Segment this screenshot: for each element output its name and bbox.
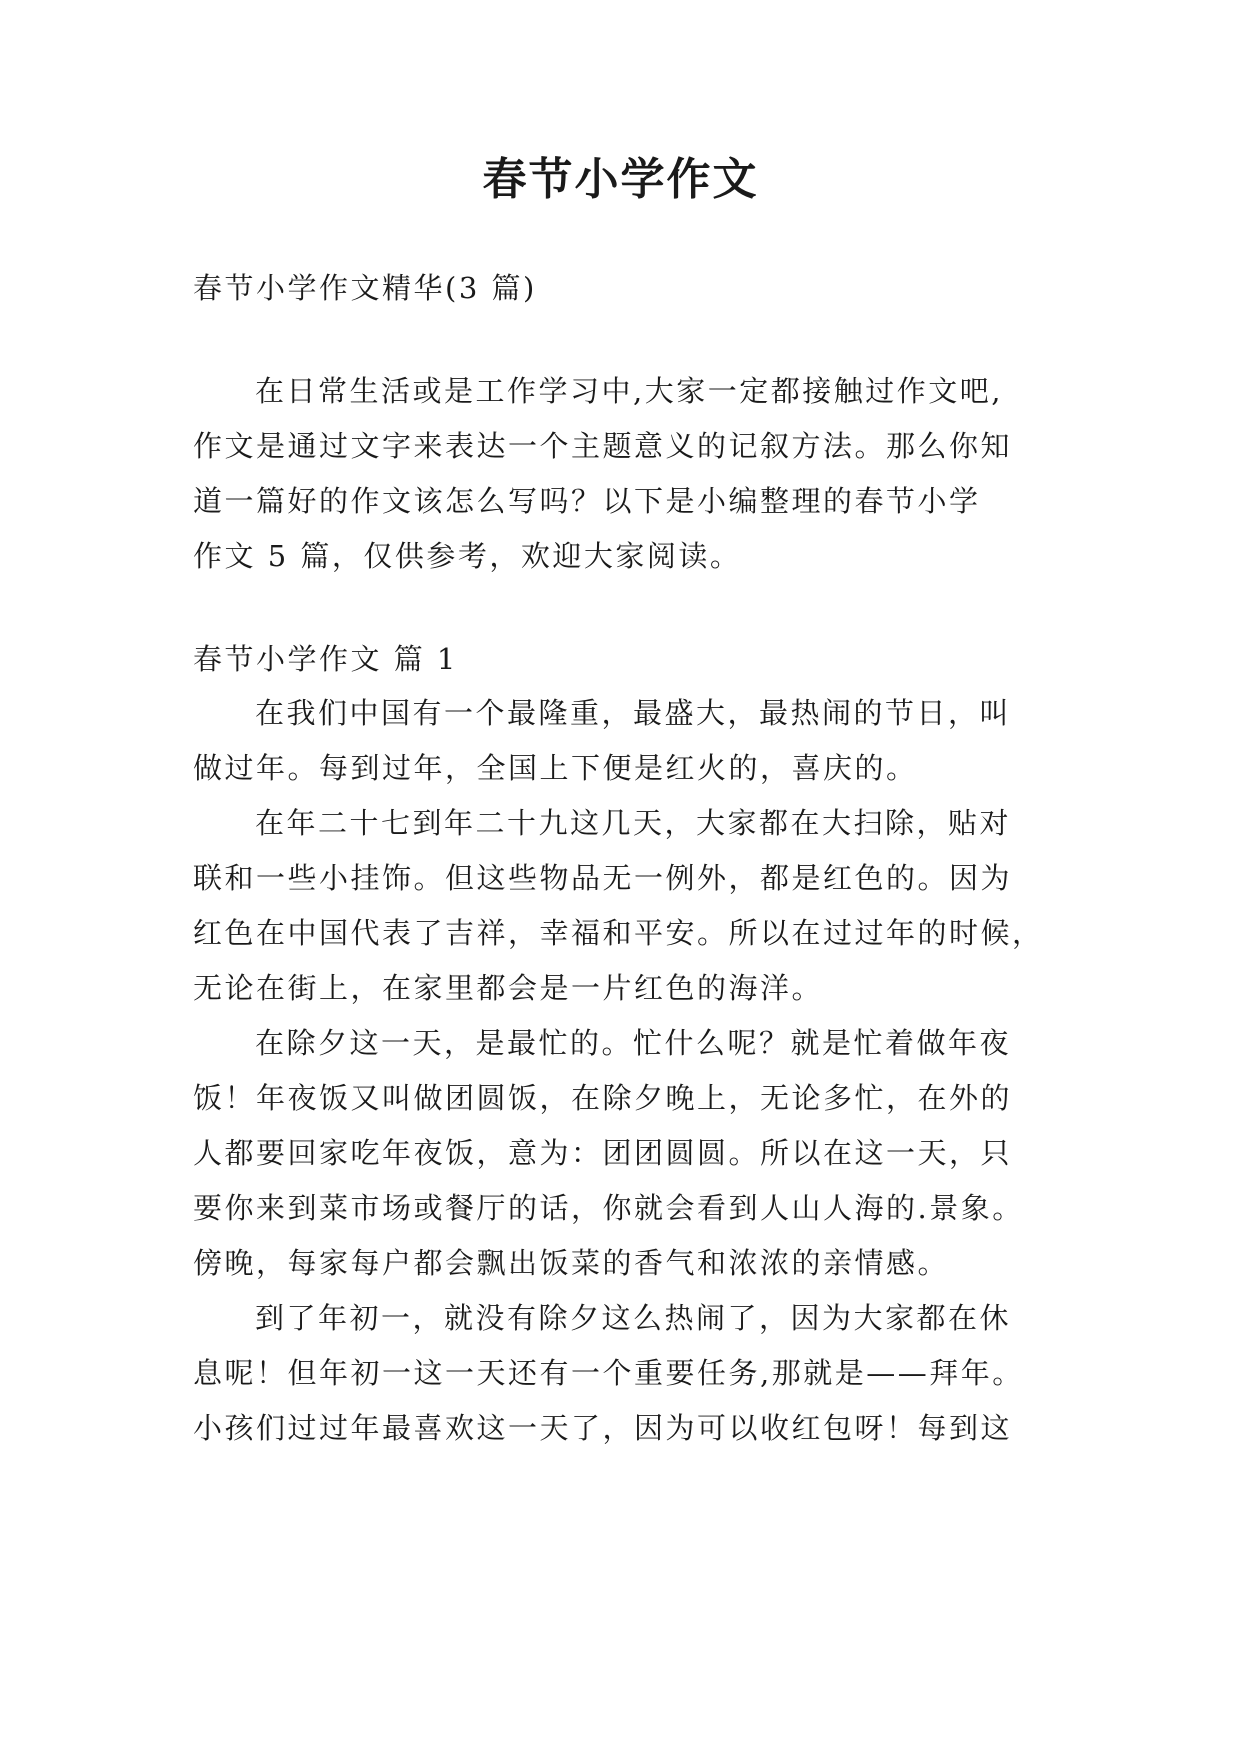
body-line: 在除夕这一天，是最忙的。忙什么呢？就是忙着做年夜 [255, 1026, 1012, 1060]
body-line: 要你来到菜市场或餐厅的话，你就会看到人山人海的.景象。 [193, 1191, 1024, 1225]
body-line: 息呢！但年初一这一天还有一个重要任务,那就是——拜年。 [193, 1356, 1024, 1390]
body-line: 到了年初一，就没有除夕这么热闹了，因为大家都在休 [255, 1301, 1012, 1335]
body-line: 饭！年夜饭又叫做团圆饭，在除夕晚上，无论多忙，在外的 [193, 1081, 1013, 1115]
body-line: 在年二十七到年二十九这几天，大家都在大扫除，贴对 [255, 806, 1012, 840]
body-line: 在我们中国有一个最隆重，最盛大，最热闹的节日，叫 [255, 696, 1012, 730]
body-line: 小孩们过过年最喜欢这一天了，因为可以收红包呀！每到这 [193, 1411, 1013, 1445]
body-line: 傍晚，每家每户都会飘出饭菜的香气和浓浓的亲情感。 [193, 1246, 950, 1280]
intro-line: 作文是通过文字来表达一个主题意义的记叙方法。那么你知 [193, 429, 1013, 463]
intro-line: 作文 5 篇，仅供参考，欢迎大家阅读。 [193, 539, 742, 573]
document-subtitle: 春节小学作文精华(3 篇) [193, 271, 537, 305]
intro-line: 在日常生活或是工作学习中,大家一定都接触过作文吧, [255, 374, 1003, 408]
intro-line: 道一篇好的作文该怎么写吗？以下是小编整理的春节小学 [193, 484, 981, 518]
body-line: 无论在街上，在家里都会是一片红色的海洋。 [193, 971, 824, 1005]
body-line: 做过年。每到过年，全国上下便是红火的，喜庆的。 [193, 751, 918, 785]
section-heading: 春节小学作文 篇 1 [193, 642, 458, 676]
body-line: 人都要回家吃年夜饭，意为：团团圆圆。所以在这一天，只 [193, 1136, 1013, 1170]
document-title: 春节小学作文 [482, 154, 759, 205]
body-line: 红色在中国代表了吉祥，幸福和平安。所以在过过年的时候， [193, 916, 1044, 950]
body-line: 联和一些小挂饰。但这些物品无一例外，都是红色的。因为 [193, 861, 1013, 895]
